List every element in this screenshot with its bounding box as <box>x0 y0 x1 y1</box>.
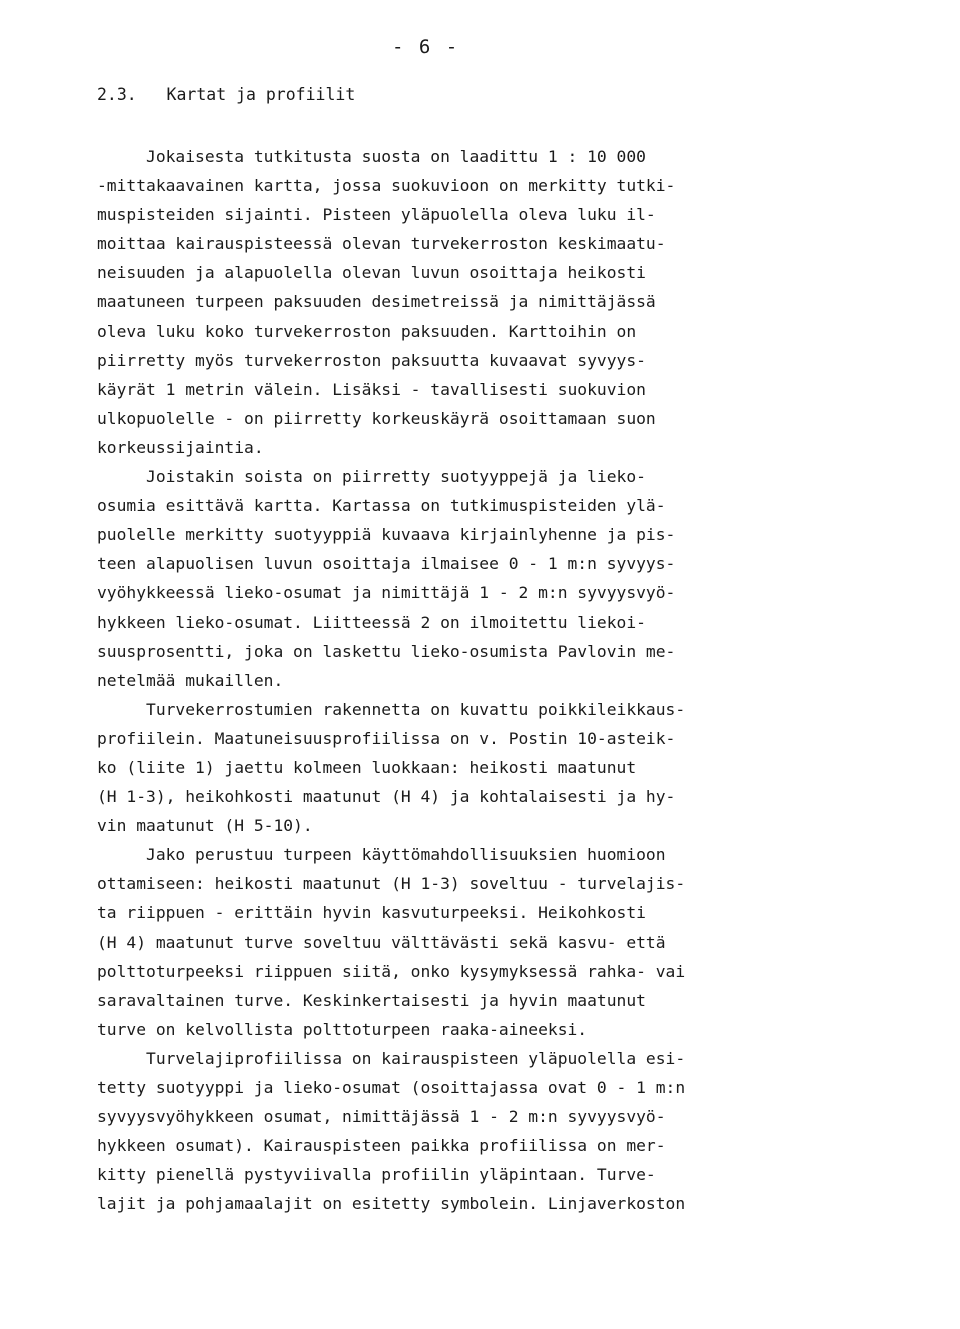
text-line: hykkeen osumat). Kairauspisteen paikka profiilissa on mer- <box>97 1136 666 1156</box>
text-line: osumia esittävä kartta. Kartassa on tutkimuspisteiden ylä- <box>97 496 666 516</box>
text-line: neisuuden ja alapuolella olevan luvun osoittaja heikosti <box>97 263 646 283</box>
text-line: hykkeen lieko-osumat. Liitteessä 2 on ilmoitettu liekoi- <box>97 612 646 632</box>
page-number: - 6 - <box>392 36 460 58</box>
text-line: saravaltainen turve. Keskinkertaisesti ja hyvin maatunut <box>97 990 646 1010</box>
text-line: suusprosentti, joka on laskettu lieko-osumista Pavlovin me- <box>97 641 676 661</box>
text-line: (H 4) maatunut turve soveltuu välttävästi sekä kasvu- että <box>97 932 666 952</box>
text-line: Turvekerrostumien rakennetta on kuvattu poikkileikkaus- <box>97 699 686 719</box>
text-line: (H 1-3), heikohkosti maatunut (H 4) ja kohtalaisesti ja hy- <box>97 787 676 807</box>
body-text <box>97 142 857 1218</box>
text-line: käyrät 1 metrin välein. Lisäksi - tavallisesti suokuvion <box>97 379 646 399</box>
text-line: tetty suotyyppi ja lieko-osumat (osoittajassa ovat 0 - 1 m:n <box>97 1078 686 1097</box>
text-line: Jako perustuu turpeen käyttömahdollisuuksien huomioon <box>97 845 666 865</box>
text-line: netelmää mukaillen. <box>97 670 284 690</box>
text-line: ottamiseen: heikosti maatunut (H 1-3) soveltuu - turvelajis- <box>97 874 686 894</box>
text-line: Turvelajiprofiilissa on kairauspisteen yläpuolella esi- <box>97 1048 686 1068</box>
text-line: vin maatunut (H 5-10). <box>97 816 313 836</box>
text-line: ko (liite 1) jaettu kolmeen luokkaan: heikosti maatunut <box>97 757 637 777</box>
text-line: puolelle merkitty suotyyppiä kuvaava kirjainlyhenne ja pis- <box>97 525 676 545</box>
section-heading: 2.3. Kartat ja profiilit <box>97 85 356 104</box>
text-line: lajit ja pohjamaalajit on esitetty symbolein. Linjaverkoston <box>97 1194 686 1214</box>
text-line: Jokaisesta tutkitusta suosta on laadittu 1 : 10 000 <box>97 147 646 166</box>
text-line: vyöhykkeessä lieko-osumat ja nimittäjä 1 - 2 m:n syvyysvyö- <box>97 583 676 603</box>
text-line: kitty pienellä pystyviivalla profiilin yläpintaan. Turve- <box>97 1165 656 1185</box>
text-line: turve on kelvollista polttoturpeen raaka-aineeksi. <box>97 1019 588 1039</box>
text-line: syvyysvyöhykkeen osumat, nimittäjässä 1 - 2 m:n syvyysvyö- <box>97 1107 666 1127</box>
text-line: ulkopuolelle - on piirretty korkeuskäyrä osoittamaan suon <box>97 408 656 428</box>
text-line: Joistakin soista on piirretty suotyyppejä ja lieko- <box>97 467 646 487</box>
text-line: ta riippuen - erittäin hyvin kasvuturpeeksi. Heikohkosti <box>97 903 646 923</box>
text-line: moittaa kairauspisteessä olevan turvekerroston keskimaatu- <box>97 234 666 254</box>
text-line: polttoturpeeksi riippuen siitä, onko kysymyksessä rahka- vai <box>97 961 686 981</box>
text-line: piirretty myös turvekerroston paksuutta kuvaavat syvyys- <box>97 350 646 370</box>
text-line: teen alapuolisen luvun osoittaja ilmaisee 0 - 1 m:n syvyys- <box>97 554 676 574</box>
text-line: korkeussijaintia. <box>97 437 264 457</box>
text-line: profiilein. Maatuneisuusprofiilissa on v. Postin 10-asteik- <box>97 728 676 748</box>
text-line: maatuneen turpeen paksuuden desimetreissä ja nimittäjässä <box>97 292 656 312</box>
text-line: -mittakaavainen kartta, jossa suokuvioon on merkitty tutki- <box>97 176 676 196</box>
text-line: muspisteiden sijainti. Pisteen yläpuolella oleva luku il- <box>97 205 656 225</box>
text-line: oleva luku koko turvekerroston paksuuden. Karttoihin on <box>97 321 637 341</box>
